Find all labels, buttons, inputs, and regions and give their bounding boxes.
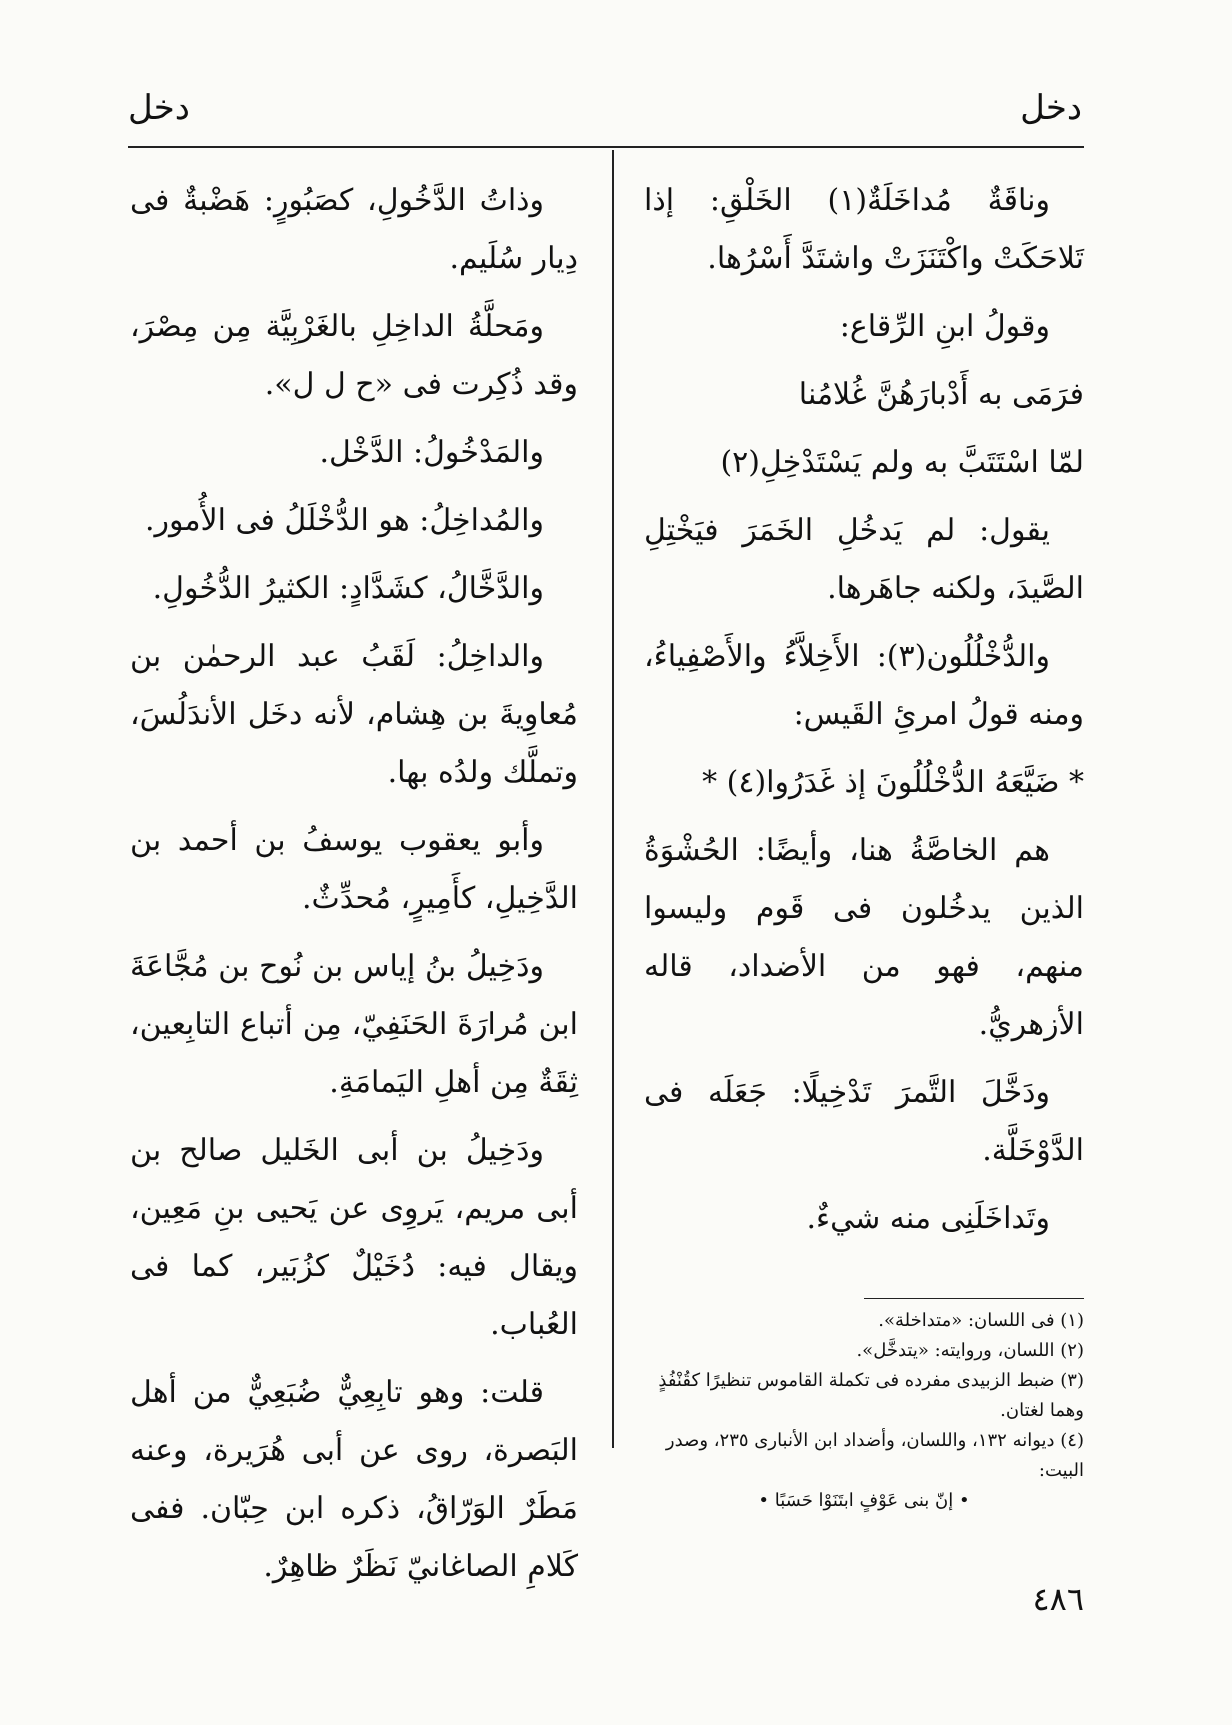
paragraph: ودَخِيلُ بنُ إياس بن نُوح بن مُجَّاعَةَ ابن مُرارَةَ الحَنَفِيّ، مِن أتباع التابِعين، ثِقَةٌ مِن أهلِ اليَمامَةِ. (130, 949, 578, 1100)
paragraph: ودَخَّلَ التَّمرَ تَدْخِيلًا: جَعَلَه فى الدَّوْخَلَّة. (644, 1075, 1084, 1168)
footnote: (٢) اللسان، وروايته: «يتدخَّل». (856, 1340, 1084, 1361)
footnote: (٤) ديوانه ١٣٢، واللسان، وأضداد ابن الأنبارى ٢٣٥، وصدر البيت: (665, 1430, 1084, 1481)
paragraph: ودَخِيلُ بن أبى الخَليل صالح بن أبى مريم، يَروِى عن يَحيى بنِ مَعِين، ويقال فيه: دُخَيْلٌ كزُبَير، كما فى العُباب. (130, 1133, 578, 1342)
header-rule (128, 146, 1084, 148)
paragraph: ومَحلَّةُ الداخِلِ بالغَرْبِيَّة مِن مِصْرَ، وقد ذُكِرت فى «ح ل ل». (130, 309, 578, 402)
paragraph: والدَّخَّالُ، كشَدَّادٍ: الكثيرُ الدُّخُولِ. (152, 571, 544, 606)
footnote-rule (864, 1298, 1084, 1299)
footnote: (١) فى اللسان: «متداخلة». (878, 1310, 1084, 1331)
paragraph: هم الخاصَّةُ هنا، وأيضًا: الحُشْوَةُ الذين يدخُلون فى قَوم وليسوا منهم، فهو من الأضداد، قاله الأزهريُّ. (644, 833, 1084, 1042)
paragraph: والمُداخِلُ: هو الدُّخْلَلُ فى الأُمور. (144, 503, 544, 538)
page-number: ٤٨٦ (1032, 1580, 1084, 1618)
column-divider (612, 150, 614, 1448)
verse-line: فرَمَى به أَدْبارَهُنَّ غُلامُنا (798, 377, 1084, 412)
paragraph: والدُّخْلُلُون(٣): الأَخِلاَّءُ والأَصْفِياءُ، ومنه قولُ امرئِ القَيس: (644, 639, 1084, 732)
paragraph: قلت: وهو تابِعِيٌّ ضُبَعِيٌّ من أهل البَصرة، روى عن أبى هُرَيرة، وعنه مَطَرٌ الوَرّاقُ، ذكره ابن حِبّان. ففى كَلامِ الصاغانيّ نَظَرٌ ظاهِرٌ. (130, 1375, 578, 1584)
running-header-left: دخل (128, 88, 190, 128)
footnote: (٣) ضبط الزبيدى مفرده فى تكملة القاموس تنظيرًا كقُنْفُذٍ وهما لغتان. (658, 1370, 1084, 1421)
paragraph: وذاتُ الدَّخُولِ، كصَبُورٍ: هَضْبةٌ فى دِيار سُلَيم. (130, 183, 578, 276)
running-header-right: دخل (1020, 88, 1082, 128)
paragraph: وتَداخَلَنِى منه شيءٌ. (806, 1201, 1050, 1236)
footnotes (644, 1306, 1084, 1516)
verse-line: لمّا اسْتَتَبَّ به ولم يَسْتَدْخِلِ(٢) (720, 445, 1084, 480)
paragraph: يقول: لم يَدخُلِ الخَمَرَ فيَخْتِلِ الصَّيدَ، ولكنه جاهَرها. (644, 513, 1084, 606)
footnote-verse: • إنّ بنى عَوْفٍ ابتَنَوْا حَسَبًا • (758, 1490, 970, 1511)
verse-line: * ضَيَّعَهُ الدُّخْلُلُونَ إذ غَدَرُوا(٤) * (702, 765, 1084, 800)
left-text-column (130, 172, 578, 1606)
paragraph: وناقَةٌ مُداخَلَةٌ(١) الخَلْقِ: إذا تَلاحَكَتْ واكْتَنَزَتْ واشتَدَّ أَسْرُها. (644, 183, 1084, 276)
paragraph: والداخِلُ: لَقَبُ عبد الرحمٰن بن مُعاوِيةَ بن هِشام، لأنه دخَل الأندَلُسَ، وتملَّك ولدُه بها. (130, 639, 578, 790)
paragraph: وأبو يعقوب يوسفُ بن أحمد بن الدَّخِيلِ، كأَمِيرٍ، مُحدِّثٌ. (130, 823, 578, 916)
paragraph: والمَدْخُولُ: الدَّخْل. (319, 435, 544, 470)
paragraph: وقولُ ابنِ الرِّقاع: (839, 309, 1050, 344)
right-text-column (644, 172, 1084, 1258)
